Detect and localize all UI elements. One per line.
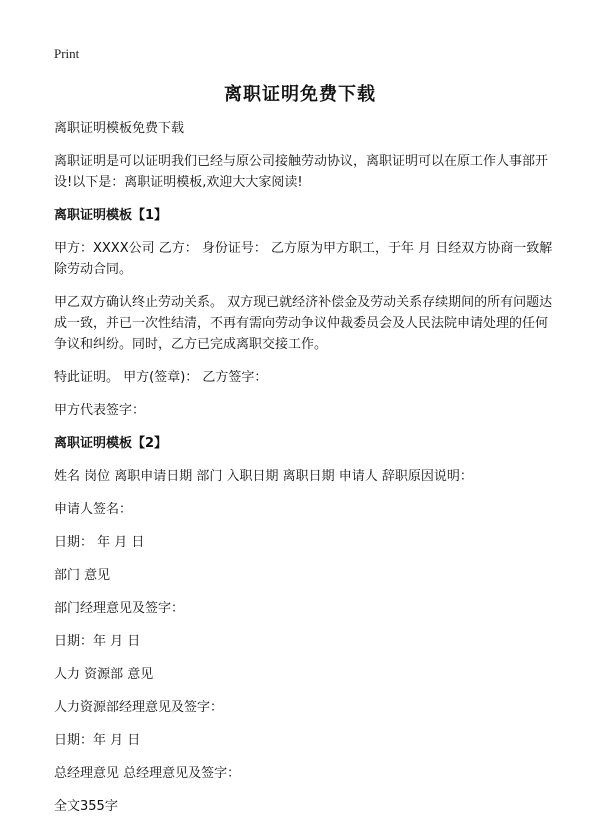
template-2-fields: 姓名 岗位 离职申请日期 部门 入职日期 离职日期 申请人 辞职原因说明： bbox=[54, 469, 473, 484]
template-2-heading: 离职证明模板【2】 bbox=[54, 436, 168, 451]
date-line-2: 日期：年 月 日 bbox=[54, 634, 141, 649]
hr-manager-line: 人力资源部经理意见及签字： bbox=[54, 700, 224, 715]
template-1-paragraph-1: 甲方：XXXX公司 乙方： 身份证号： 乙方原为甲方职工，于年 月 日经双方协商一致解除劳动合同。 bbox=[54, 241, 553, 277]
subtitle: 离职证明模板免费下载 bbox=[54, 121, 185, 136]
template-1-heading: 离职证明模板【1】 bbox=[54, 208, 168, 223]
word-count: 全文355字 bbox=[54, 799, 118, 814]
dept-manager-line: 部门经理意见及签字： bbox=[54, 601, 185, 616]
gm-opinion-line: 总经理意见 总经理意见及签字： bbox=[54, 766, 241, 781]
print-label[interactable]: Print bbox=[54, 46, 80, 61]
template-1-paragraph-2: 甲乙双方确认终止劳动关系。 双方现已就经济补偿金及劳动关系存续期间的所有问题达成一致，并已一次性结清，不再有需向劳动争议仲裁委员会及人民法院申请处理的任何争议和纠纷。同时，乙方已完成离职交接工作。 bbox=[54, 295, 553, 352]
hr-opinion-line: 人力 资源部 意见 bbox=[54, 667, 154, 682]
template-1-paragraph-3: 特此证明。 甲方(签章)： 乙方签字： bbox=[54, 370, 268, 385]
date-line-3: 日期：年 月 日 bbox=[54, 733, 141, 748]
applicant-sign-line: 申请人签名： bbox=[54, 502, 133, 517]
document-body bbox=[54, 118, 554, 829]
intro-paragraph: 离职证明是可以证明我们已经与原公司接触劳动协议，离职证明可以在原工作人事部开设!以下是：离职证明模板,欢迎大大家阅读! bbox=[54, 154, 549, 190]
date-line-1: 日期： 年 月 日 bbox=[54, 535, 145, 550]
dept-opinion-line: 部门 意见 bbox=[54, 568, 111, 583]
template-1-paragraph-4: 甲方代表签字： bbox=[54, 403, 146, 418]
page-title: 离职证明免费下载 bbox=[224, 84, 376, 105]
